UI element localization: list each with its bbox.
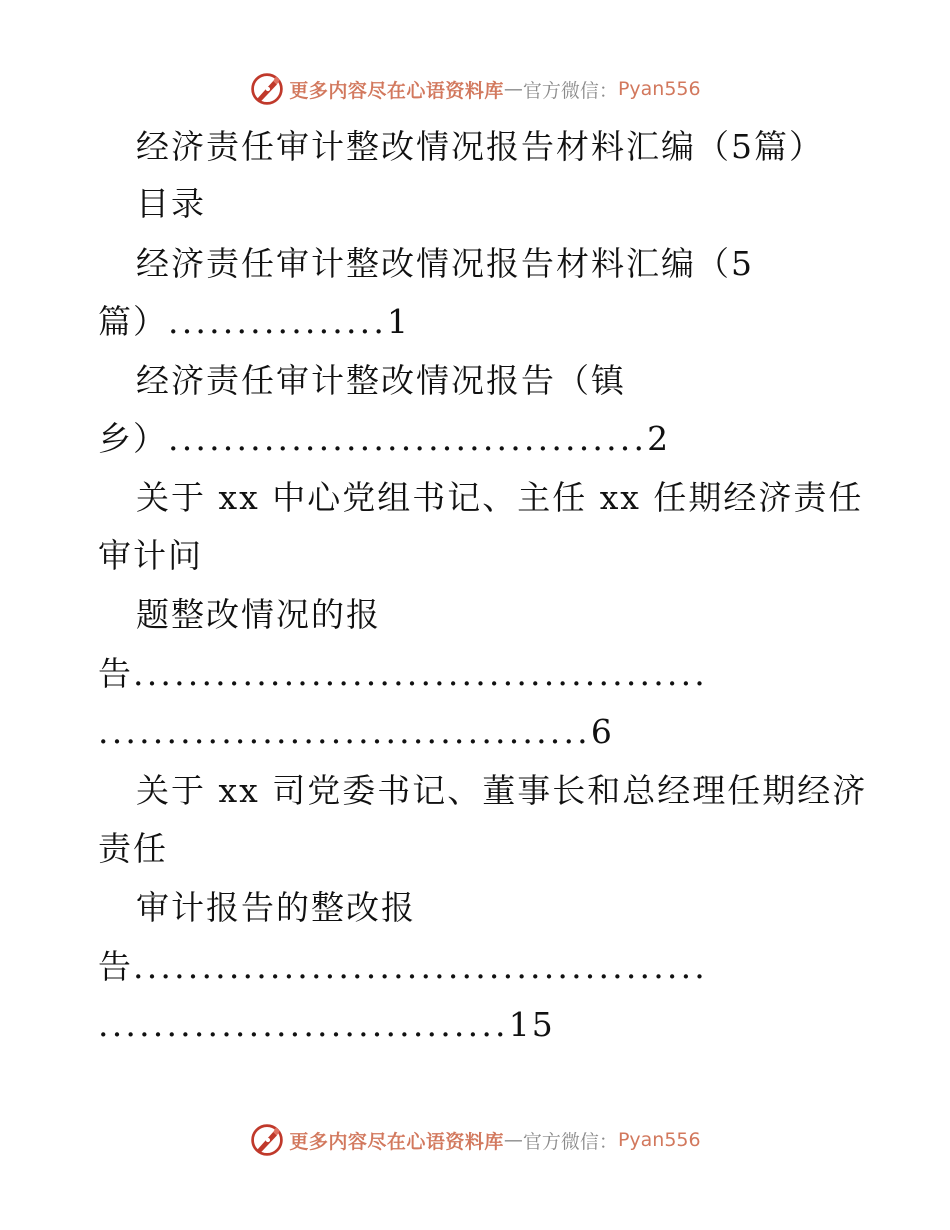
pen-logo-icon [249,1122,285,1158]
toc-page-number: 2 [647,419,671,458]
toc-entry-4-title[interactable]: 关于 xx 司党委书记、董事长和总经理任期经济 [136,771,868,810]
toc-entry-3-line[interactable] [98,654,708,694]
banner-separator: — [503,1129,523,1151]
toc-page-number: 6 [590,712,614,751]
toc-entry-4-line[interactable] [98,947,708,987]
banner-wechat-id: Pyan556 [617,1129,701,1151]
toc-entry-2-title[interactable]: 经济责任审计整改情况报告（镇 [136,361,626,400]
toc-entry-4-title-cont[interactable]: 责任 [98,829,168,868]
toc-entry-1-line[interactable] [98,302,410,342]
toc-entry-3-title[interactable]: 关于 xx 中心党组书记、主任 xx 任期经济责任 [136,478,864,517]
toc-leader-dots: .............................. [98,1005,509,1044]
toc-entry-4-title-cont2[interactable]: 审计报告的整改报 [136,888,416,927]
banner-wechat-id: Pyan556 [617,78,701,100]
toc-leader-dots: .......................................... [133,947,708,986]
toc-entry-1-title-cont: 篇） [98,302,168,341]
banner-wechat-label: 官方微信： [522,79,618,102]
toc-heading: 目录 [136,184,206,223]
header-banner [0,69,950,109]
toc-entry-3-title-cont2[interactable]: 题整改情况的报 [136,595,381,634]
toc-entry-3-title-end: 告 [98,654,133,693]
toc-entry-4-title-end: 告 [98,947,133,986]
toc-leader-dots: .......................................... [133,654,708,693]
toc-leader-dots: .................................... [98,712,591,751]
banner-separator: — [503,78,523,100]
toc-page-number: 15 [508,1005,555,1044]
toc-page-number: 1 [387,302,411,341]
banner-text: 更多内容尽在心语资料库 [289,1130,504,1153]
toc-entry-2-line[interactable] [98,419,670,459]
document-title: 经济责任审计整改情况报告材料汇编（5篇） [136,127,824,166]
toc-entry-4-line-end[interactable] [98,1005,555,1045]
banner-text: 更多内容尽在心语资料库 [289,79,504,102]
toc-entry-3-line-end[interactable] [98,712,614,752]
footer-banner [0,1120,950,1160]
toc-leader-dots: ................................... [168,419,648,458]
toc-entry-2-title-cont: 乡） [98,419,168,458]
pen-logo-icon [249,71,285,107]
toc-leader-dots: ................ [168,302,388,341]
toc-entry-3-title-cont[interactable]: 审计问 [98,536,203,575]
toc-entry-1-title[interactable]: 经济责任审计整改情况报告材料汇编（5 [136,244,754,283]
banner-wechat-label: 官方微信： [522,1130,618,1153]
